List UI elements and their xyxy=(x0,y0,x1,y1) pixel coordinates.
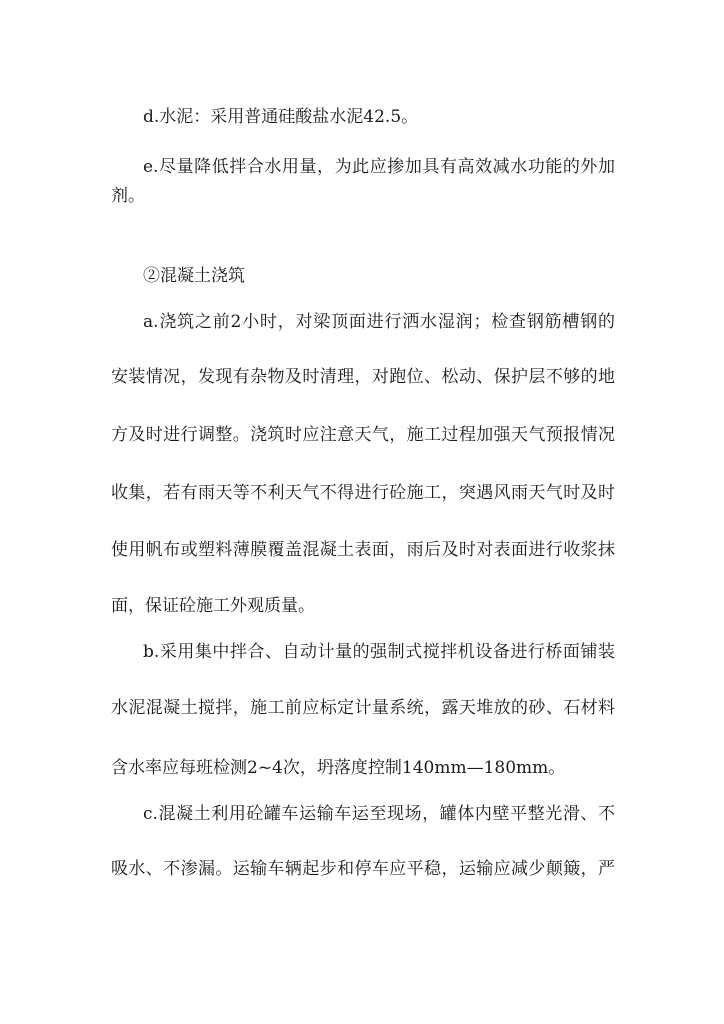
paragraph-a-line-6: 面，保证砼施工外观质量。 xyxy=(111,596,315,616)
paragraph-c-line-1: c.混凝土利用砼罐车运输车运至现场，罐体内壁平整光滑、不 xyxy=(143,804,615,824)
paragraph-c-line-2: 吸水、不渗漏。运输车辆起步和停车应平稳，运输应减少颠簸，严 xyxy=(111,859,615,879)
paragraph-b-line-3: 含水率应每班检测2~4次，坍落度控制140mm—180mm。 xyxy=(111,758,566,778)
paragraph-a-line-5: 使用帆布或塑料薄膜覆盖混凝土表面，雨后及时对表面进行收浆抹 xyxy=(111,540,615,560)
paragraph-a-line-4: 收集，若有雨天等不利天气不得进行砼施工，突遇风雨天气时及时 xyxy=(111,483,615,503)
paragraph-cement: d.水泥：采用普通硅酸盐水泥42.5。 xyxy=(143,107,419,127)
paragraph-b-line-2: 水泥混凝土搅拌，施工前应标定计量系统，露天堆放的砂、石材料 xyxy=(111,698,615,718)
paragraph-water-reduction: e.尽量降低拌合水用量，为此应掺加具有高效减水功能的外加 xyxy=(143,157,615,177)
paragraph-a-line-2: 安装情况，发现有杂物及时清理，对跑位、松动、保护层不够的地 xyxy=(111,367,615,387)
paragraph-water-reduction-cont: 剂。 xyxy=(111,186,145,206)
paragraph-a-line-1: a.浇筑之前2小时，对梁顶面进行洒水湿润；检查钢筋槽钢的 xyxy=(143,312,615,332)
paragraph-b-line-1: b.采用集中拌合、自动计量的强制式搅拌机设备进行桥面铺装 xyxy=(143,642,615,662)
paragraph-a-line-3: 方及时进行调整。浇筑时应注意天气，施工过程加强天气预报情况 xyxy=(111,425,615,445)
section-heading-concrete-pouring: ②混凝土浇筑 xyxy=(143,266,245,286)
